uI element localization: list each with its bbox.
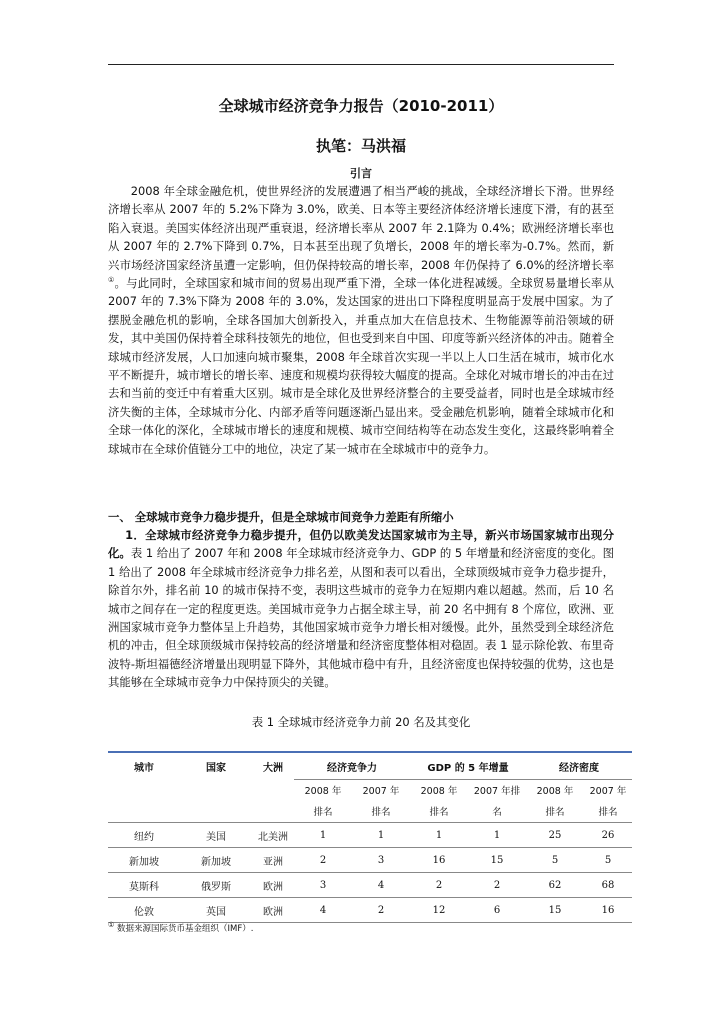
- cell-ec-2008: 2: [294, 848, 352, 873]
- header-economic-competitiveness: 经济竞争力: [294, 752, 410, 780]
- cell-continent: 欧洲: [252, 873, 294, 898]
- footnote: [108, 923, 614, 935]
- cell-ec-2007: 4: [352, 873, 410, 898]
- header-economic-density: 经济密度: [526, 752, 632, 780]
- intro-paragraph: [108, 182, 614, 458]
- cell-ed-2007: 16: [584, 898, 632, 923]
- table-row: [108, 898, 632, 923]
- header-city: 城市: [108, 752, 180, 780]
- cell-gdp-2008: 12: [410, 898, 468, 923]
- intro-heading: 引言: [350, 167, 372, 180]
- header-rule: [108, 64, 614, 65]
- subheader-ed-2007-rank: 排名: [598, 807, 618, 818]
- cell-ed-2008: 62: [526, 873, 584, 898]
- subheader-gdp-2007-rank: 名: [492, 807, 502, 818]
- cell-continent: 欧洲: [252, 898, 294, 923]
- competitiveness-table: [108, 751, 632, 923]
- cell-continent: 亚洲: [252, 848, 294, 873]
- cell-city: 新加坡: [108, 848, 180, 873]
- cell-ec-2007: 3: [352, 848, 410, 873]
- cell-continent: 北美洲: [252, 823, 294, 848]
- header-gdp-increment: GDP 的 5 年增量: [410, 752, 526, 780]
- cell-ec-2008: 3: [294, 873, 352, 898]
- section-heading: 一、 全球城市竞争力稳步提升，但是全球城市间竞争力差距有所缩小: [108, 510, 454, 524]
- cell-ed-2007: 5: [584, 848, 632, 873]
- table-caption: 表 1 全球城市经济竞争力前 20 名及其变化: [251, 715, 471, 729]
- cell-ed-2008: 15: [526, 898, 584, 923]
- cell-ed-2007: 26: [584, 823, 632, 848]
- footnote-marker: ①: [108, 921, 115, 930]
- cell-gdp-2008: 1: [410, 823, 468, 848]
- subheader-ed-2008-rank: 排名: [545, 807, 565, 818]
- cell-gdp-2007: 6: [468, 898, 526, 923]
- subheader-ed-2007: 2007 年: [589, 786, 627, 797]
- subheader-gdp-2007: 2007 年排: [473, 786, 521, 797]
- cell-gdp-2007: 1: [468, 823, 526, 848]
- subheader-ec-2008-rank: 排名: [313, 807, 333, 818]
- subheader-gdp-2008: 2008 年: [420, 786, 458, 797]
- subheader-ec-2008: 2008 年: [304, 786, 342, 797]
- document-author: 执笔：马洪福: [315, 137, 406, 155]
- table-row: [108, 848, 632, 873]
- cell-ec-2007: 2: [352, 898, 410, 923]
- cell-ec-2007: 1: [352, 823, 410, 848]
- cell-ed-2008: 5: [526, 848, 584, 873]
- footnote-ref[interactable]: ①: [108, 276, 115, 285]
- cell-gdp-2007: 15: [468, 848, 526, 873]
- cell-city: 伦敦: [108, 898, 180, 923]
- table-row: [108, 873, 632, 898]
- cell-country: 英国: [180, 898, 252, 923]
- cell-ed-2008: 25: [526, 823, 584, 848]
- header-country: 国家: [180, 752, 252, 780]
- section-paragraph-text: 表 1 给出了 2007 年和 2008 年全球城市经济竞争力、GDP 的 5 年增量和经济密度的变化。图 1 给出了 2008 年全球城市经济竞争力排名差，从图和表可以看出，全球顶级城市竞争力稳步提升，除首尔外，排名前 10 的城市保持不变，表明这些城市的竞争力在短期内难以超越。然而，后 10 名城市之间存在一定的程度更迭。美国城市竞争力占据全球主导，前 20 名中拥有 8 个席位，欧洲、亚洲国家城市竞争力整体呈上升趋势，其他国家城市竞争力增长相对缓慢。此外，虽然受到全球经济危机的冲击，但全球顶级城市保持较高的经济增量和经济密度整体相对稳固。表 1 显示除伦敦、布里奇波特-斯坦福德经济增量出现明显下降外，其他城市稳中有升，且经济密度也保持较强的优势，这也是其能够在全球城市竞争力中保持顶尖的关键。: [108, 546, 614, 690]
- footnote-text: 数据来源国际货币基金组织（IMF）.: [116, 924, 254, 934]
- subheader-ed-2008: 2008 年: [536, 786, 574, 797]
- cell-ec-2008: 4: [294, 898, 352, 923]
- subheader-ec-2007: 2007 年: [362, 786, 400, 797]
- cell-gdp-2008: 16: [410, 848, 468, 873]
- cell-city: 莫斯科: [108, 873, 180, 898]
- cell-gdp-2007: 2: [468, 873, 526, 898]
- cell-city: 纽约: [108, 823, 180, 848]
- cell-country: 新加坡: [180, 848, 252, 873]
- cell-ec-2008: 1: [294, 823, 352, 848]
- cell-country: 俄罗斯: [180, 873, 252, 898]
- cell-ed-2007: 68: [584, 873, 632, 898]
- document-title: 全球城市经济竞争力报告（2010-2011）: [218, 97, 504, 115]
- subheader-ec-2007-rank: 排名: [371, 807, 391, 818]
- subheader-gdp-2008-rank: 排名: [429, 807, 449, 818]
- intro-paragraph-part1: 2008 年全球金融危机，使世界经济的发展遭遇了相当严峻的挑战，全球经济增长下滑。世界经济增长率从 2007 年的 5.2%下降为 3.0%，欧美、日本等主要经济体经济增长速度下滑，有的甚至陷入衰退。美国实体经济出现严重衰退，经济增长率从 2007 年 2.1降为 0.4%；欧洲经济增长率也从 2007 年的 2.7%下降到 0.7%，日本甚至出现了负增长，2008 年的增长率为-0.7%。然而，新兴市场经济国家经济虽遭一定影响，但仍保持较高的增长率，2008 年仍保持了 6.0%的经济增长率: [108, 184, 614, 272]
- intro-paragraph-part2: 。与此同时，全球国家和城市间的贸易出现严重下滑，全球一体化进程减缓。全球贸易量增长率从 2007 年的 7.3%下降为 2008 年的 3.0%，发达国家的进出口下降程度明显高于发展中国家。为了摆脱金融危机的影响，全球各国加大创新投入，并重点加大在信息技术、生物能源等前沿领域的研发，其中美国仍保持着全球科技领先的地位，但也受到来自中国、印度等新兴经济体的冲击。随着全球城市经济发展，人口加速向城市聚集，2008 年全球首次实现一半以上人口生活在城市，城市化水平不断提升，城市增长的增长率、速度和规模均获得较大幅度的提高。全球化对城市增长的冲击在过去和当前的变迁中有着重大区别。城市是全球化及世界经济整合的主要受益者，同时也是全球城市经济失衡的主体，全球城市分化、内部矛盾等问题逐渐凸显出来。受金融危机影响，随着全球城市化和全球一体化的深化，全球城市增长的速度和规模、城市空间结构等在动态发生变化，这最终影响着全球城市在全球价值链分工中的地位，决定了某一城市在全球城市中的竞争力。: [108, 276, 614, 456]
- cell-gdp-2008: 2: [410, 873, 468, 898]
- section-paragraph: [108, 526, 614, 692]
- header-continent: 大洲: [252, 752, 294, 780]
- cell-country: 美国: [180, 823, 252, 848]
- section-paragraph-lead: 1．全球城市经济竞争力稳步提升，但仍以欧美发达国家城市为主导，新兴市场国家城市出现分化。: [108, 528, 614, 561]
- table-row: [108, 823, 632, 848]
